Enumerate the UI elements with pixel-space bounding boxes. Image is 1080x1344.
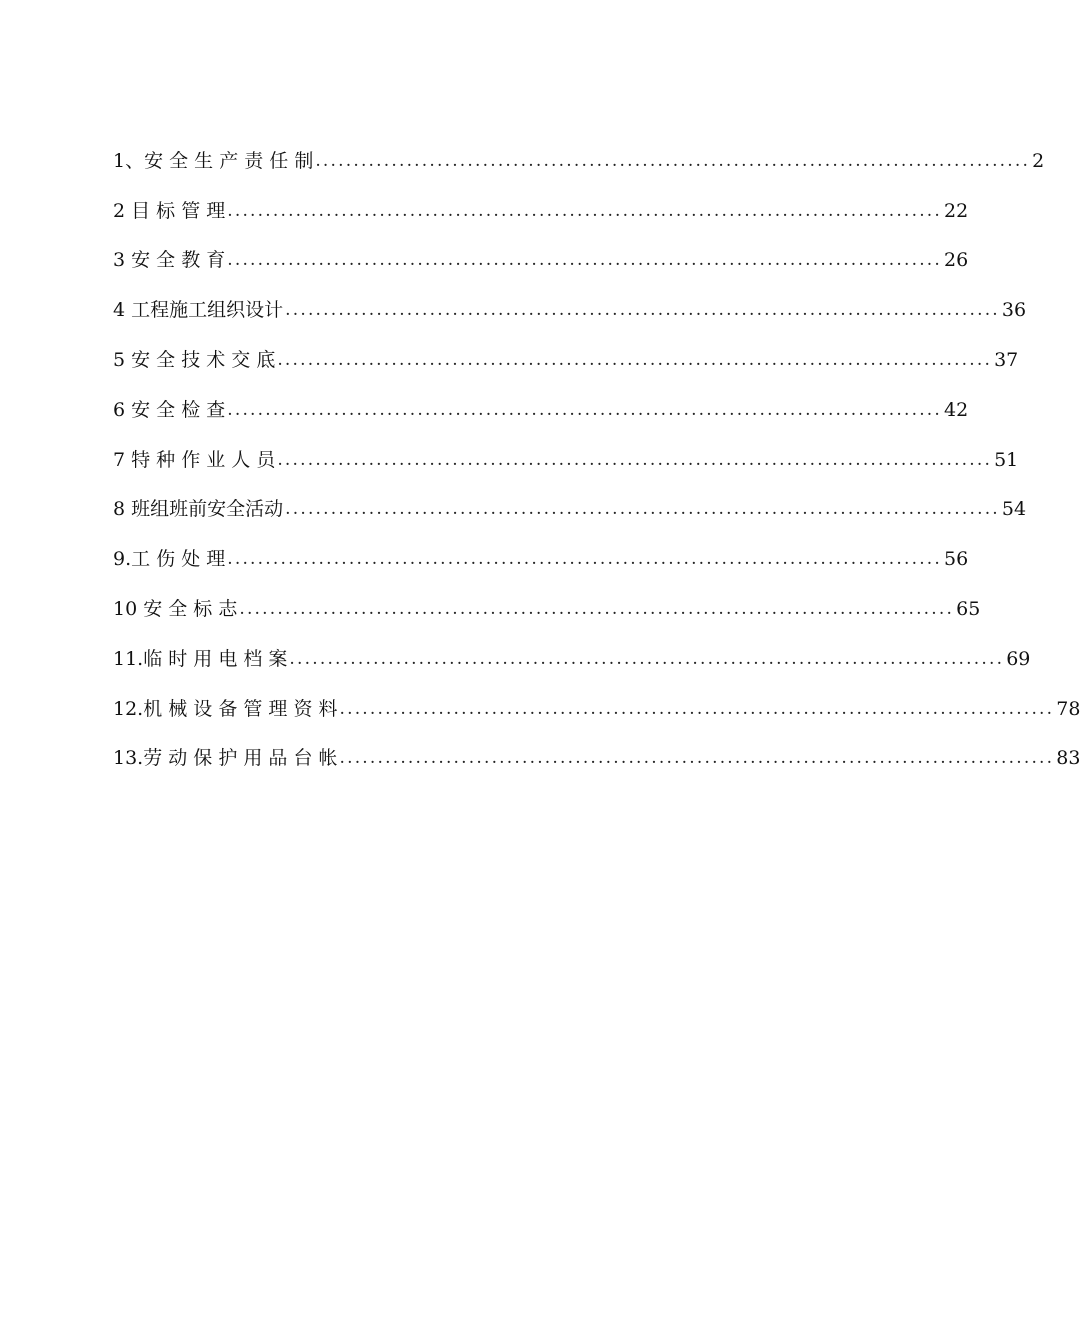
toc-entry-page: 51 — [994, 448, 1019, 471]
toc-dot-leader: .............................................................................................. — [285, 300, 1000, 321]
toc-entry-page: 56 — [944, 548, 969, 571]
toc-entry[interactable] — [113, 279, 1027, 329]
toc-dot-leader: .............................................................................................. — [339, 748, 1055, 769]
toc-entry[interactable] — [113, 628, 1031, 678]
toc-entry-page: 54 — [1001, 498, 1027, 521]
toc-dot-leader: .............................................................................................. — [239, 598, 955, 619]
toc-entry-page: 36 — [1001, 299, 1027, 322]
toc-entry-title: 4 工程施工组织设计 — [113, 299, 284, 322]
toc-entry-title: 2 目 标 管 理 — [113, 199, 226, 222]
toc-entry[interactable] — [113, 230, 969, 280]
toc-entry-title: 6 安 全 检 查 — [113, 398, 226, 421]
toc-dot-leader: .............................................................................................. — [227, 549, 943, 570]
toc-entry-title: 8 班组班前安全活动 — [113, 498, 284, 521]
table-of-contents — [113, 130, 1080, 777]
toc-entry-page: 26 — [944, 249, 969, 272]
toc-entry-title: 7 特 种 作 业 人 员 — [113, 448, 276, 471]
toc-entry-page: 37 — [994, 348, 1019, 371]
toc-entry-title: 9.工 伤 处 理 — [113, 548, 226, 571]
toc-entry[interactable] — [113, 130, 1045, 180]
toc-entry[interactable] — [113, 479, 1027, 529]
toc-entry-page: 65 — [956, 597, 981, 620]
toc-entry-page: 83 — [1056, 747, 1080, 770]
toc-entry-title: 5 安 全 技 术 交 底 — [113, 348, 276, 371]
toc-entry[interactable] — [113, 429, 1019, 479]
toc-dot-leader: .............................................................................................. — [227, 200, 943, 221]
toc-entry[interactable] — [113, 728, 1080, 778]
toc-entry[interactable] — [113, 528, 969, 578]
toc-dot-leader: .............................................................................................. — [277, 449, 993, 470]
toc-entry[interactable] — [113, 578, 981, 628]
toc-entry[interactable] — [113, 329, 1019, 379]
toc-entry-page: 22 — [944, 199, 969, 222]
toc-entry-page: 69 — [1006, 647, 1031, 670]
toc-entry-title: 3 安 全 教 育 — [113, 249, 226, 272]
toc-dot-leader: .............................................................................................. — [285, 499, 1000, 520]
toc-dot-leader: .............................................................................................. — [289, 648, 1005, 669]
toc-entry-title: 12.机 械 设 备 管 理 资 料 — [113, 697, 338, 720]
toc-entry-page: 2 — [1032, 149, 1045, 172]
toc-entry-page: 78 — [1056, 697, 1080, 720]
toc-entry[interactable] — [113, 379, 969, 429]
toc-dot-leader: .............................................................................................. — [277, 349, 993, 370]
toc-dot-leader: .............................................................................................. — [339, 698, 1055, 719]
toc-entry-page: 42 — [944, 398, 969, 421]
toc-entry[interactable] — [113, 678, 1080, 728]
toc-entry-title: 1、安 全 生 产 责 任 制 — [113, 149, 314, 172]
toc-dot-leader: .............................................................................................. — [227, 250, 943, 271]
toc-entry-title: 13.劳 动 保 护 用 品 台 帐 — [113, 747, 338, 770]
toc-entry[interactable] — [113, 180, 969, 230]
toc-entry-title: 11.临 时 用 电 档 案 — [113, 647, 288, 670]
toc-dot-leader: .............................................................................................. — [227, 399, 943, 420]
toc-entry-title: 10 安 全 标 志 — [113, 597, 238, 620]
toc-dot-leader: .............................................................................................. — [315, 150, 1031, 171]
